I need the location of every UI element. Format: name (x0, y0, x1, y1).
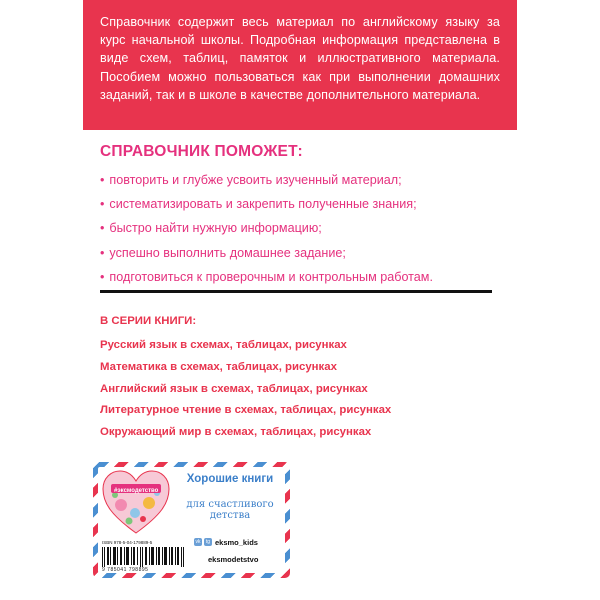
list-item: • подготовиться к проверочным и контрольным работам. (100, 269, 433, 284)
tagline-main: Хорошие книги (186, 473, 274, 485)
telegram-icon: tg (205, 539, 211, 545)
list-item: Литературное чтение в схемах, таблицах, рисунках (100, 404, 392, 417)
publisher-card (93, 462, 290, 578)
social-icons (194, 538, 212, 546)
vk-icon: vk (195, 539, 201, 545)
description-text: Справочник содержит весь материал по английскому языку за курс начальной школы. Подробная информация представлена в виде схем, таблиц, памяток и иллюстративного материала. Пособием можно пользоваться как при выполнении домашних заданий, так и в школе в качестве дополнительного материала. (100, 15, 500, 102)
heart-label: #эксмодетство (114, 488, 159, 494)
barcode-number: 9 785041 798895 (102, 567, 149, 573)
list-item: • систематизировать и закрепить полученные знания; (100, 197, 417, 212)
bullet-icon: • (100, 221, 105, 236)
series-list (100, 335, 391, 444)
tagline-sub: для счастливого детства (186, 499, 274, 521)
divider (100, 290, 492, 293)
helps-list (100, 168, 433, 289)
publisher-card-inner (98, 467, 285, 573)
list-item: Русский язык в схемах, таблицах, рисунках (100, 339, 347, 351)
bullet-icon: • (100, 269, 105, 284)
bullet-icon: • (100, 245, 105, 260)
list-item: • повторить и глубже усвоить изученный материал; (100, 173, 402, 187)
helps-title: СПРАВОЧНИК ПОМОЖЕТ: (100, 143, 303, 160)
list-item: Математика в схемах, таблицах, рисунках (100, 360, 337, 373)
description-band (83, 0, 517, 130)
list-item: • быстро найти нужную информацию; (100, 221, 322, 236)
list-item: Окружающий мир в схемах, таблицах, рисунках (100, 426, 372, 439)
list-item: Английский язык в схемах, таблицах, рисунках (100, 382, 368, 395)
list-item: • успешно выполнить домашнее задание; (100, 245, 346, 260)
barcode-icon (102, 547, 186, 567)
bullet-icon: • (100, 197, 105, 212)
heart-icon (101, 469, 171, 537)
site-handle: eksmodetstvo (208, 555, 259, 564)
isbn-text: ISBN 978-5-04-179889-5 (102, 540, 153, 545)
series-title: В СЕРИИ КНИГИ: (100, 315, 197, 327)
social-handle: eksmo_kids (215, 538, 258, 547)
bullet-icon: • (100, 173, 105, 187)
